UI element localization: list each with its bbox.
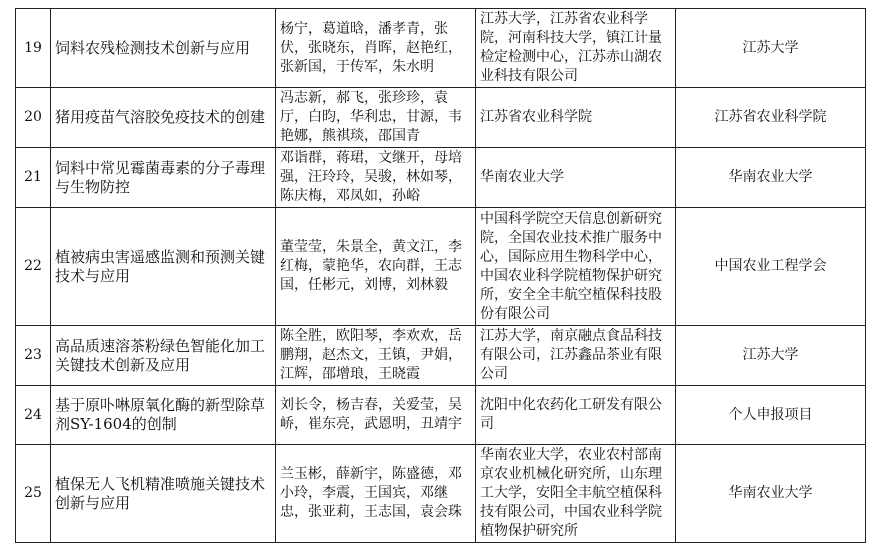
row-number: 20 <box>16 88 51 148</box>
row-number: 24 <box>16 386 51 445</box>
project-name: 饲料农残检测技术创新与应用 <box>51 9 276 88</box>
nominating-unit: 个人申报项目 <box>676 386 866 445</box>
project-name: 植保无人飞机精准喷施关键技术创新与应用 <box>51 445 276 543</box>
table-row <box>16 148 866 208</box>
table-row <box>16 326 866 386</box>
nominating-unit: 中国农业工程学会 <box>676 208 866 326</box>
row-number: 19 <box>16 9 51 88</box>
main-contributors: 冯志新，郝飞，张珍珍，袁厅，白昀，华利忠，甘源，韦艳娜，熊祺琰，邵国青 <box>276 88 476 148</box>
main-units: 江苏大学，南京融点食品科技有限公司，江苏鑫品茶业有限公司 <box>476 326 676 386</box>
project-name: 植被病虫害遥感监测和预测关键技术与应用 <box>51 208 276 326</box>
nominating-unit: 华南农业大学 <box>676 445 866 543</box>
row-number: 22 <box>16 208 51 326</box>
table-row <box>16 9 866 88</box>
main-contributors: 董莹莹，朱景全，黄文江，李红梅，蒙艳华，农向群，王志国，任彬元，刘博，刘林毅 <box>276 208 476 326</box>
main-units: 华南农业大学 <box>476 148 676 208</box>
row-number: 21 <box>16 148 51 208</box>
table-row <box>16 386 866 445</box>
row-number: 25 <box>16 445 51 543</box>
project-name: 饲料中常见霉菌毒素的分子毒理与生物防控 <box>51 148 276 208</box>
row-number: 23 <box>16 326 51 386</box>
main-contributors: 兰玉彬，薛新宇，陈盛德，邓小玲，李震，王国宾，邓继忠，张亚莉，王志国，袁会珠 <box>276 445 476 543</box>
main-units: 江苏大学，江苏省农业科学院，河南科技大学，镇江计量检定检测中心，江苏赤山湖农业科技有限公司 <box>476 9 676 88</box>
award-table <box>15 8 866 543</box>
main-units: 华南农业大学，农业农村部南京农业机械化研究所，山东理工大学，安阳全丰航空植保科技有限公司，中国农业科学院植物保护研究所 <box>476 445 676 543</box>
main-units: 中国科学院空天信息创新研究院，全国农业技术推广服务中心，国际应用生物科学中心，中国农业科学院植物保护研究所，安全全丰航空植保科技股份有限公司 <box>476 208 676 326</box>
main-units: 沈阳中化农药化工研发有限公司 <box>476 386 676 445</box>
main-units: 江苏省农业科学院 <box>476 88 676 148</box>
nominating-unit: 华南农业大学 <box>676 148 866 208</box>
main-contributors: 杨宁，葛道晗，潘孝青，张伏，张晓东，肖晖，赵艳红，张新国，于传军，朱水明 <box>276 9 476 88</box>
main-contributors: 邓诣群，蒋珺，文继开，母培强，汪玲玲，吴骏，林如琴，陈庆梅，邓凤如，孙峪 <box>276 148 476 208</box>
main-contributors: 刘长令，杨吉春，关爱莹，吴峤，崔东亮，武恩明，丑靖宇 <box>276 386 476 445</box>
project-name: 高品质速溶茶粉绿色智能化加工关键技术创新及应用 <box>51 326 276 386</box>
table-row <box>16 445 866 543</box>
nominating-unit: 江苏大学 <box>676 326 866 386</box>
project-name: 基于原卟啉原氧化酶的新型除草剂SY-1604的创制 <box>51 386 276 445</box>
project-name: 猪用疫苗气溶胶免疫技术的创建 <box>51 88 276 148</box>
nominating-unit: 江苏省农业科学院 <box>676 88 866 148</box>
main-contributors: 陈全胜，欧阳琴，李欢欢，岳鹏翔，赵杰文，王镇，尹娟，江辉，邵增琅，王晓霞 <box>276 326 476 386</box>
nominating-unit: 江苏大学 <box>676 9 866 88</box>
table-row <box>16 88 866 148</box>
table-row <box>16 208 866 326</box>
